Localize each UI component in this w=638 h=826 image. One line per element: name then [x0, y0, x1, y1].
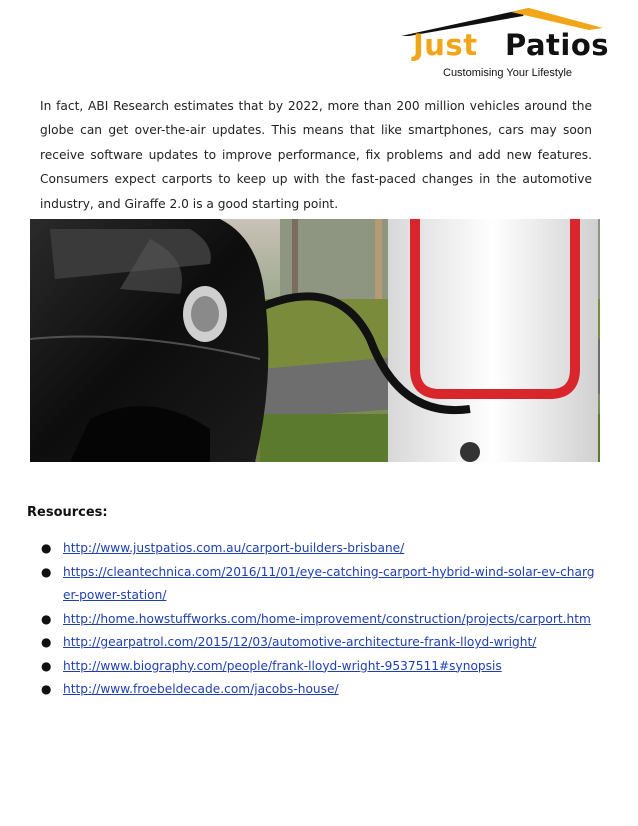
logo-word-just: Just — [413, 28, 478, 62]
list-item — [41, 608, 601, 632]
bullet-icon: ● — [41, 658, 52, 673]
bullet-icon: ● — [41, 541, 52, 555]
just-patios-logo — [393, 6, 628, 84]
list-item — [41, 655, 601, 679]
list-item — [41, 631, 601, 655]
resource-link[interactable]: http://www.biography.com/people/frank-lloyd-wright-9537511#synopsis — [63, 658, 502, 673]
bullet-icon: ● — [41, 611, 52, 626]
ev-charging-photo — [30, 219, 600, 462]
resources-list — [41, 537, 601, 702]
resource-link[interactable]: http://gearpatrol.com/2015/12/03/automotive-architecture-frank-lloyd-wright/ — [63, 635, 537, 649]
article-paragraph: In fact, ABI Research estimates that by 2022, more than 200 million vehicles around the globe can get over-the-air updates. This means that like smartphones, cars may soon receive software updates to improve performance, fix problems and add new features. Consumers expect carports to keep up with the fast-paced changes in the automotive industry, and Giraffe 2.0 is a good starting point. — [40, 99, 592, 211]
logo-tagline: Customising Your Lifestyle — [443, 67, 573, 79]
list-item — [41, 537, 601, 561]
bullet-icon: ● — [41, 564, 52, 579]
list-item — [41, 561, 601, 608]
resource-link[interactable]: http://www.justpatios.com.au/carport-builders-brisbane/ — [63, 541, 405, 555]
resources-heading: Resources: — [27, 505, 108, 520]
resource-link[interactable]: http://www.froebeldecade.com/jacobs-house/ — [63, 682, 339, 696]
bullet-icon: ● — [41, 635, 52, 649]
resource-link[interactable]: https://cleantechnica.com/2016/11/01/eye-catching-carport-hybrid-wind-solar-ev-charger-power-station/ — [63, 564, 595, 602]
resource-link[interactable]: http://home.howstuffworks.com/home-improvement/construction/projects/carport.htm — [63, 611, 591, 626]
list-item — [41, 678, 601, 702]
logo-word-patios: Patios — [505, 28, 610, 62]
ev-charging-illustration — [30, 219, 600, 462]
bullet-icon: ● — [41, 682, 52, 696]
